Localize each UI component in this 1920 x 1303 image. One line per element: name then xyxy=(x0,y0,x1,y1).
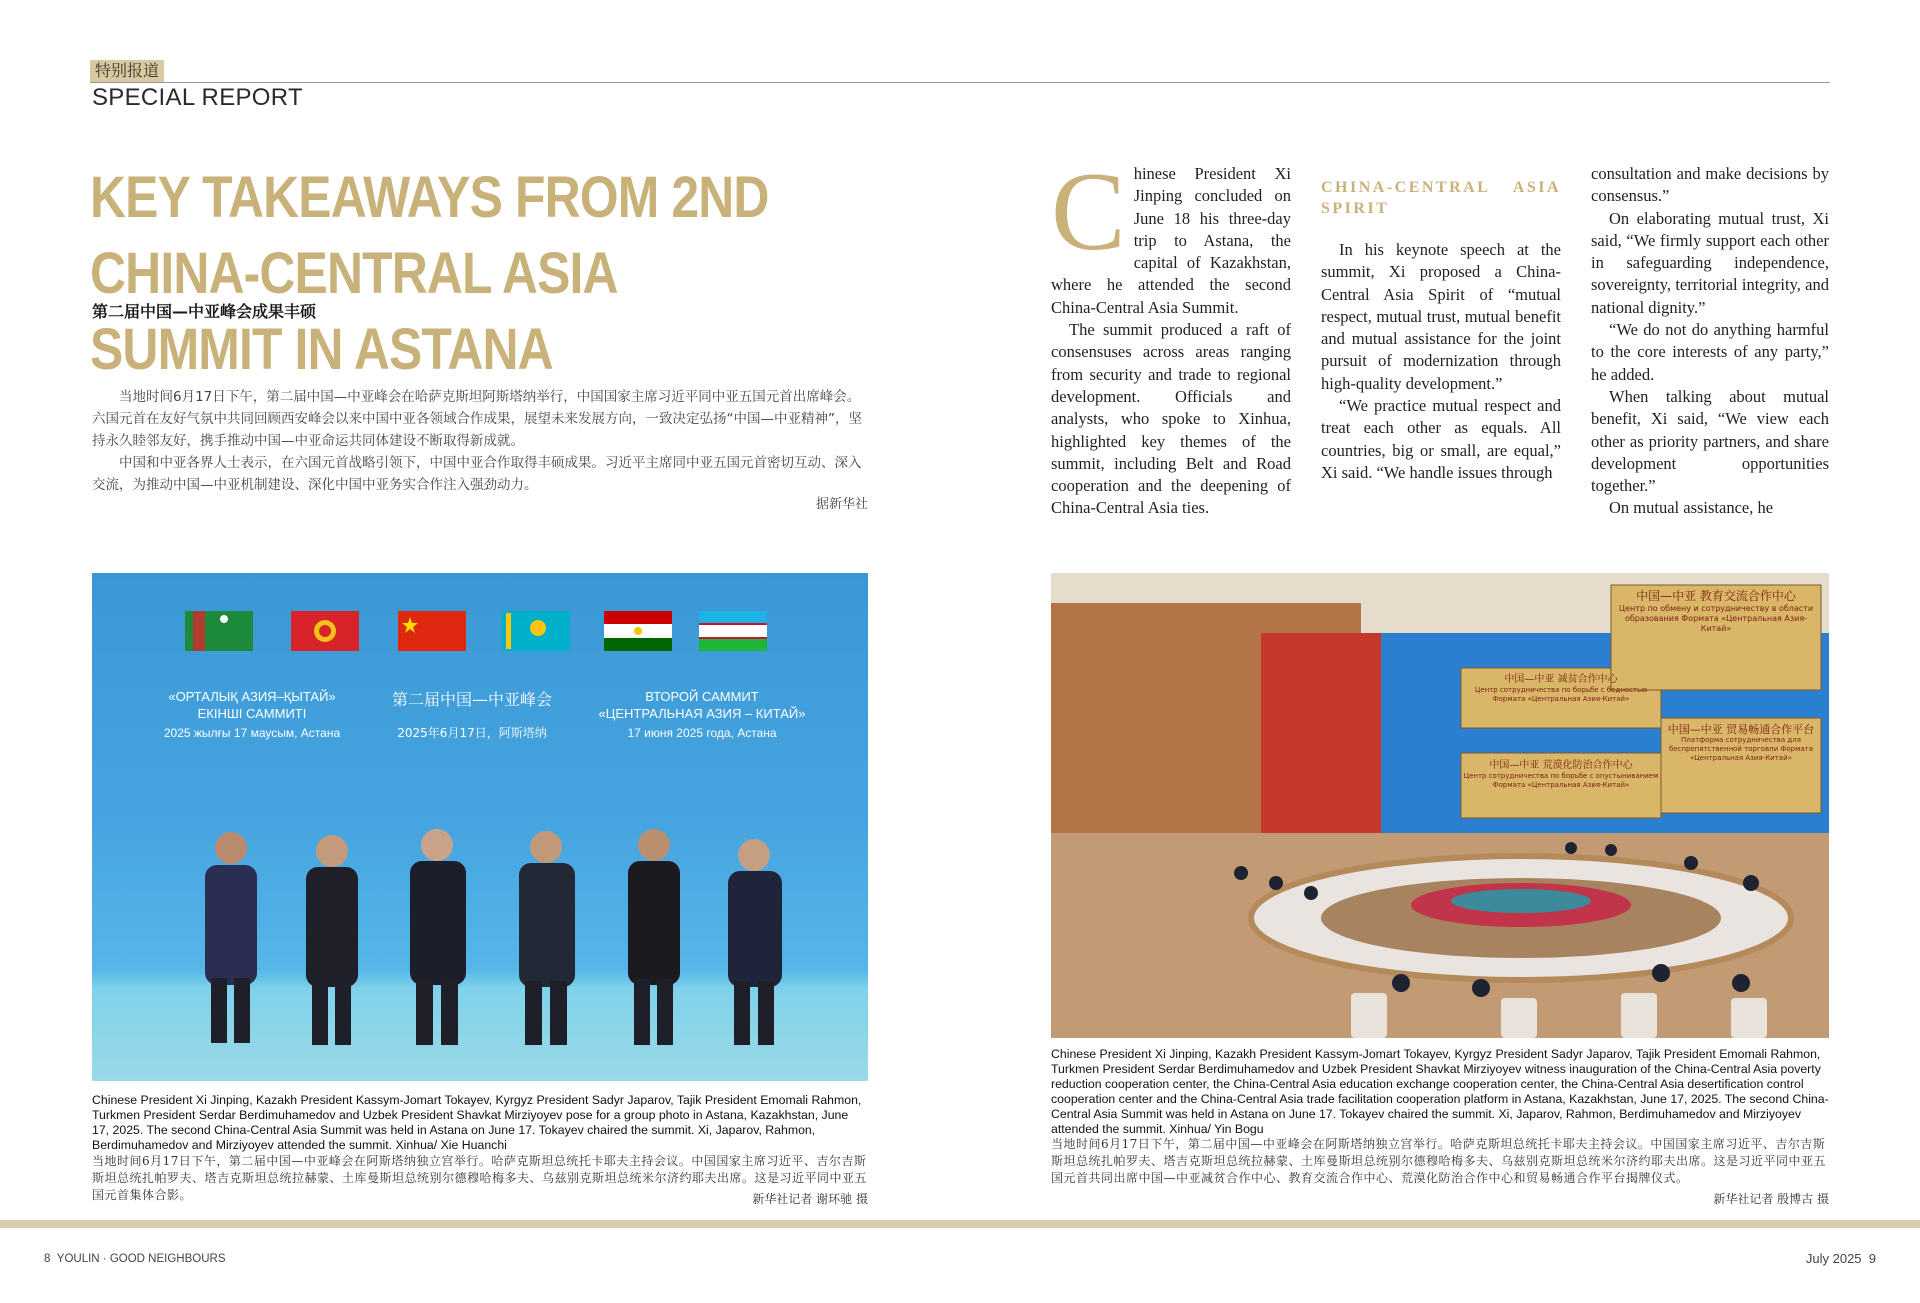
body-paragraph: “We do not do anything harmful to the core interests of any party,” he added. xyxy=(1591,320,1829,384)
drop-cap: C xyxy=(1051,150,1126,274)
page-number-right: 9 xyxy=(1868,1251,1876,1266)
tajikistan-flag xyxy=(604,611,672,651)
article-title: KEY TAKEAWAYS FROM 2ND CHINA-CENTRAL ASIA SUMMIT IN ASTANA xyxy=(90,165,769,382)
section-tag: 特别报道 xyxy=(90,60,164,82)
body-paragraph: On elaborating mutual trust, Xi said, “We firmly support each other in safeguarding independence, sovereignty, territorial integrity, and national dignity.” xyxy=(1591,208,1829,317)
banner-russian-title: ВТОРОЙ САММИТ «ЦЕНТРАЛЬНАЯ АЗИЯ – КИТАЙ» xyxy=(598,689,806,721)
banner-russian-date: 17 июня 2025 года, Астана xyxy=(627,726,777,740)
screen-trade-platform: 中国—中亚 贸易畅通合作平台 Платформа сотрудничества для беспрепятственной торговли Формата «Центральная Азия-Китай» xyxy=(1667,723,1815,762)
photo2-credit: 新华社记者 殷博古 摄 xyxy=(1713,1192,1829,1206)
section-heading: CHINA-CENTRAL ASIA SPIRIT xyxy=(1321,179,1561,217)
section-title: SPECIAL REPORT xyxy=(92,84,303,111)
body-paragraph: Chinese President Xi Jinping concluded on June 18 his three-day trip to Astana, the capital of Kazakhstan, where he attended the second China-Central Asia Summit. xyxy=(1051,150,1291,317)
conference-photo xyxy=(1051,573,1829,1038)
uzbekistan-flag xyxy=(699,611,767,651)
photo1-caption-en: Chinese President Xi Jinping, Kazakh President Kassym-Jomart Tokayev, Kyrgyz President Sadyr Japarov, Tajik President Emomali Rahmon, Turkmen President Serdar Berdimuhamedov and Uzbek President Shavkat Mirziyoyev pose for a group photo in Astana, Kazakhstan, June 17, 2025. The second China-Central Asia Summit was held in Astana on June 17. Tokayev chaired the summit. Xi, Japarov, Rahmon, Berdimuhamedov and Mirziyoyev attended the summit. Xinhua/ Xie Huanchi xyxy=(92,1093,862,1152)
leaders-silhouettes xyxy=(205,829,782,1045)
page-number-left: 8 xyxy=(44,1253,51,1265)
body-paragraph: When talking about mutual benefit, Xi said, “We view each other as priority partners, and share development opportunities together.” xyxy=(1591,386,1829,496)
footer-band xyxy=(0,1220,1920,1228)
body-paragraph: consultation and make decisions by consensus.” xyxy=(1591,164,1829,206)
body-column-2 xyxy=(1321,163,1561,484)
body-paragraph: The summit produced a raft of consensuses across areas ranging from security and trade to regional development. Officials and analysts, who spoke to Xinhua, highlighted key themes of the summit, including Belt and Road cooperation and the deepening of China-Central Asia ties. xyxy=(1051,320,1291,518)
header-rule xyxy=(90,82,1830,83)
footer-right xyxy=(1806,1251,1876,1266)
conference-hall-illustration xyxy=(1051,573,1829,1038)
footer-left xyxy=(44,1253,225,1265)
banner-kazakh-date: 2025 жылғы 17 маусым, Астана xyxy=(163,726,341,740)
kyrgyzstan-flag xyxy=(291,611,359,651)
chinese-summary xyxy=(92,386,868,496)
chinese-summary-p1: 当地时间6月17日下午，第二届中国—中亚峰会在哈萨克斯坦阿斯塔纳举行，中国国家主席习近平同中亚五国元首出席峰会。六国元首在友好气氛中共同回顾西安峰会以来中国中亚各领域合作成果，展望未来发展方向，一致决定弘扬“中国—中亚精神”，坚持永久睦邻友好，携手推动中国—中亚命运共同体建设不断取得新成就。 xyxy=(92,389,862,449)
banner-chinese-title: 第二届中国—中亚峰会 xyxy=(391,690,552,709)
china-flag xyxy=(398,611,466,651)
body-paragraph: “We practice mutual respect and treat each other as equals. All countries, big or small, are equal,” Xi said. “We handle issues through xyxy=(1321,396,1561,482)
banner-chinese-date: 2025年6月17日，阿斯塔纳 xyxy=(397,726,547,740)
photo2-caption-en: Chinese President Xi Jinping, Kazakh President Kassym-Jomart Tokayev, Kyrgyz President Sadyr Japarov, Tajik President Emomali Rahmon, Turkmen President Serdar Berdimuhamedov and Uzbek President Shavkat Mirziyoyev witness inauguration of the China-Central Asia poverty reduction cooperation center, the China-Central Asia education exchange cooperation center, the China-Central Asia desertification control cooperation center and the China-Central Asia trade facilitation cooperation platform in Astana, Kazakhstan, June 17, 2025. The second China-Central Asia Summit was held in Astana on June 17. Tokayev chaired the summit. Xi, Japarov, Rahmon, Berdimuhamedov and Mirziyoyev attended the summit. Xinhua/ Yin Bogu xyxy=(1051,1047,1829,1136)
screen-poverty-center: 中国—中亚 减贫合作中心 Центр сотрудничества по борьбе с бедностью Формата «Центральная Азия-Китай» xyxy=(1474,674,1648,703)
group-photo xyxy=(92,573,868,1081)
body-paragraph: On mutual assistance, he xyxy=(1609,498,1774,518)
turkmenistan-flag xyxy=(185,611,253,651)
body-paragraph: In his keynote speech at the summit, Xi proposed a China-Central Asia Spirit of “mutual respect, mutual trust, mutual benefit and mutual assistance for the joint pursuit of modernization through high-quality development.” xyxy=(1321,240,1561,393)
summary-credit: 据新华社 xyxy=(815,497,868,512)
photo2-caption-cn: 当地时间6月17日下午，第二届中国—中亚峰会在阿斯塔纳独立宫举行。哈萨克斯坦总统托卡耶夫主持会议。中国国家主席习近平、吉尔吉斯斯坦总统扎帕罗夫、塔吉克斯坦总统拉赫蒙、土库曼斯坦总统别尔德穆哈梅多夫、乌兹别克斯坦总统米尔济约耶夫出席。这是习近平同中亚五国元首共同出席中国—中亚减贫合作中心、教育交流合作中心、荒漠化防治合作中心和贸易畅通合作平台揭牌仪式。 xyxy=(1051,1137,1827,1185)
banner-kazakh-title: «ОРТАЛЫҚ АЗИЯ–ҚЫТАЙ» ЕКІНШІ САММИТІ xyxy=(168,689,336,721)
flags-and-leaders-illustration xyxy=(92,573,868,1081)
publication-name: YOULIN · GOOD NEIGHBOURS xyxy=(56,1253,226,1265)
screen-desertification-center: 中国—中亚 荒漠化防治合作中心 Центр сотрудничества по борьбе с опустыниванием Формата «Центральная Азия-Китай» xyxy=(1463,760,1659,789)
kazakhstan-flag xyxy=(502,611,570,651)
article-subtitle-cn: 第二届中国—中亚峰会成果丰硕 xyxy=(92,302,317,321)
photo1-credit: 新华社记者 谢环驰 摄 xyxy=(752,1192,868,1206)
body-column-3 xyxy=(1591,163,1829,520)
photo1-caption-cn: 当地时间6月17日下午，第二届中国—中亚峰会在阿斯塔纳独立宫举行。哈萨克斯坦总统托卡耶夫主持会议。中国国家主席习近平、吉尔吉斯斯坦总统扎帕罗夫、塔吉克斯坦总统拉赫蒙、土库曼斯坦总统别尔德穆哈梅多夫、乌兹别克斯坦总统米尔济约耶夫出席。这是习近平同中亚五国元首集体合影。 xyxy=(92,1154,868,1202)
body-column-1 xyxy=(1051,150,1291,520)
screen-education-center: 中国—中亚 教育交流合作中心 Центр по обмену и сотрудничеству в области образования Формата «Центральная Азия-Китай» xyxy=(1618,589,1814,633)
issue-date: July 2025 xyxy=(1805,1251,1862,1266)
chinese-summary-p2: 中国和中亚各界人士表示，在六国元首战略引领下，中国中亚合作取得丰硕成果。习近平主席同中亚五国元首密切互动、深入交流，为推动中国—中亚机制建设、深化中国中亚务实合作注入强劲动力。 xyxy=(92,455,862,493)
